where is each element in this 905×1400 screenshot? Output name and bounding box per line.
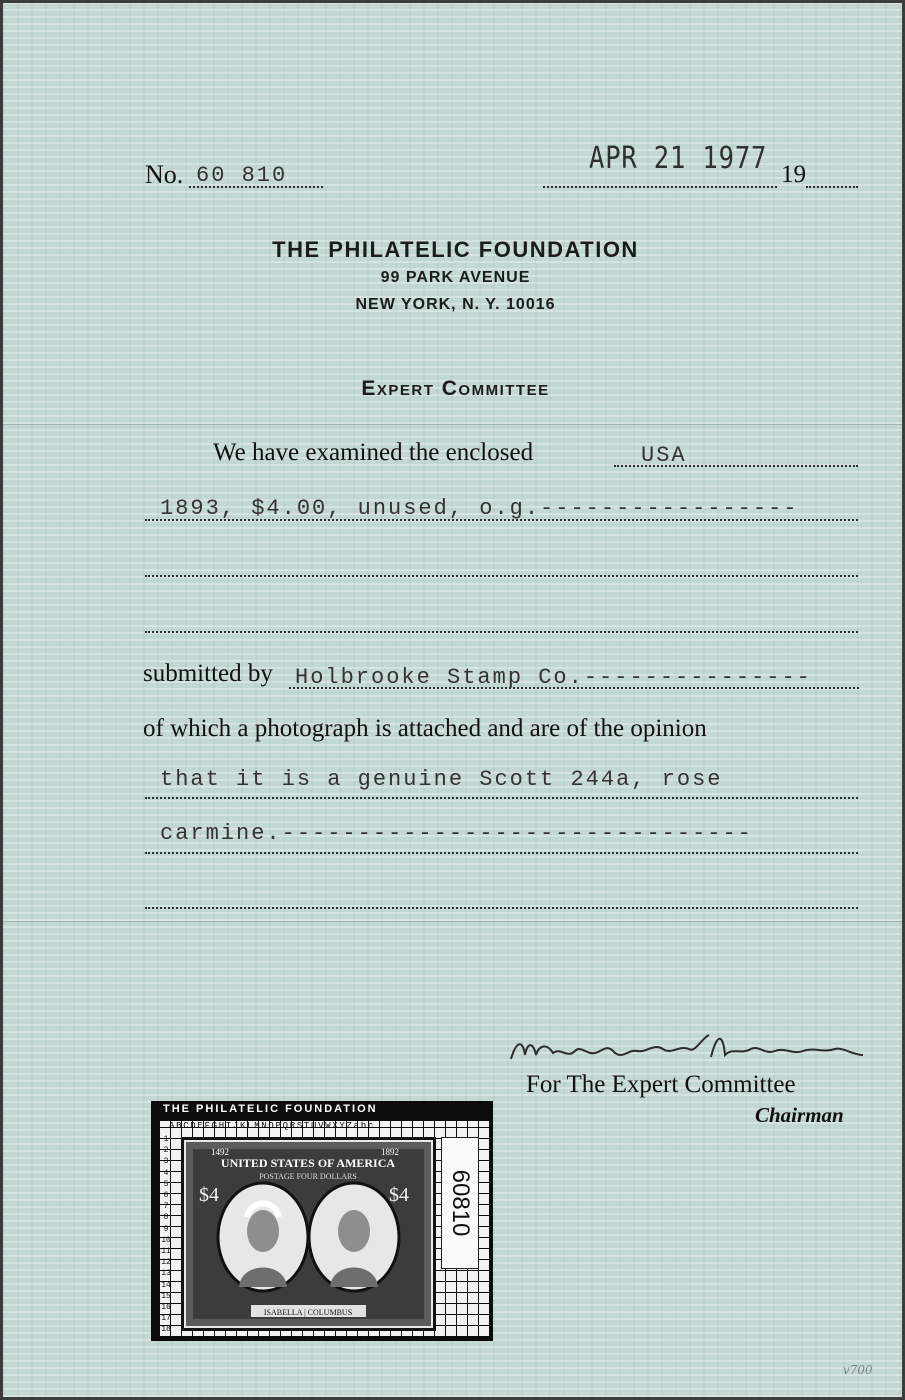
stamp-caption: ISABELLA | COLUMBUS bbox=[263, 1308, 353, 1317]
examined-label: We have examined the enclosed bbox=[213, 439, 534, 466]
grid-letters: ABCDEFGHIJKLMNOPQRSTUVWXYZabc bbox=[169, 1121, 375, 1131]
stamp-year-right: 1892 bbox=[381, 1147, 399, 1157]
grid-number: 13 bbox=[161, 1269, 171, 1279]
stamp-country: UNITED STATES OF AMERICA bbox=[220, 1156, 396, 1170]
stamp-postage: POSTAGE FOUR DOLLARS bbox=[259, 1172, 357, 1181]
grid-number: 14 bbox=[161, 1280, 171, 1290]
grid-number: 7 bbox=[163, 1202, 169, 1212]
for-committee-label: For The Expert Committee bbox=[526, 1071, 796, 1098]
chairman-signature bbox=[503, 1025, 868, 1073]
stamp-image bbox=[181, 1137, 436, 1331]
photo-number: 60810 bbox=[447, 1169, 474, 1237]
grid-number: 3 bbox=[163, 1157, 169, 1167]
stamp-year-left: 1492 bbox=[211, 1147, 229, 1157]
fold-line bbox=[3, 424, 905, 425]
grid-number: 16 bbox=[161, 1303, 171, 1313]
chairman-title: Chairman bbox=[755, 1103, 844, 1127]
date-underline bbox=[543, 186, 777, 188]
grid-number: 12 bbox=[161, 1258, 171, 1268]
submitted-value: Holbrooke Stamp Co.--------------- bbox=[295, 665, 812, 690]
submitted-label: submitted by bbox=[143, 660, 273, 687]
grid-number: 9 bbox=[163, 1224, 169, 1234]
date-stamp: APR 21 1977 bbox=[589, 141, 768, 176]
grid-numbers bbox=[160, 1134, 172, 1336]
fold-line bbox=[3, 921, 905, 922]
item-underline-2 bbox=[145, 575, 858, 577]
number-label: No. bbox=[145, 160, 184, 189]
opinion-underline-3 bbox=[145, 907, 858, 909]
grid-number: 8 bbox=[163, 1213, 169, 1223]
grid-number: 10 bbox=[161, 1235, 171, 1245]
corner-pencil-mark: v700 bbox=[843, 1363, 873, 1377]
photo-foundation-title: THE PHILATELIC FOUNDATION bbox=[163, 1103, 378, 1115]
opinion-underline-2 bbox=[145, 852, 858, 854]
photo-number-label bbox=[441, 1137, 479, 1269]
item-underline-3 bbox=[145, 631, 858, 633]
grid-number: 4 bbox=[163, 1168, 169, 1178]
opinion-underline-1 bbox=[145, 797, 858, 799]
item-line-1: 1893, $4.00, unused, o.g.----------------- bbox=[160, 496, 799, 521]
stamp-value-left: $4 bbox=[199, 1184, 219, 1206]
grid-number: 2 bbox=[163, 1146, 169, 1156]
foundation-address-line1: 99 PARK AVENUE bbox=[380, 269, 531, 286]
certificate-number: 60 810 bbox=[196, 163, 288, 188]
stamp-photograph bbox=[151, 1101, 493, 1341]
grid-number: 11 bbox=[161, 1247, 171, 1257]
stamp-value-right: $4 bbox=[389, 1184, 409, 1206]
grid-number: 1 bbox=[163, 1135, 169, 1144]
year-underline bbox=[806, 186, 858, 188]
foundation-name: THE PHILATELIC FOUNDATION bbox=[272, 237, 639, 262]
opinion-line-2: carmine.------------------------------- bbox=[160, 821, 753, 846]
grid-number: 6 bbox=[163, 1191, 169, 1201]
grid-number: 15 bbox=[161, 1291, 171, 1301]
committee-title: Expert Committee bbox=[361, 377, 550, 400]
foundation-address-line2: NEW YORK, N. Y. 10016 bbox=[355, 296, 556, 313]
grid-number: 5 bbox=[163, 1179, 169, 1189]
year-prefix: 19 bbox=[781, 161, 806, 188]
grid-number: 17 bbox=[161, 1314, 171, 1324]
opinion-text: of which a photograph is attached and are of the opinion bbox=[143, 715, 707, 742]
opinion-line-1: that it is a genuine Scott 244a, rose bbox=[160, 767, 723, 792]
grid-number: 18 bbox=[161, 1325, 171, 1335]
examined-value: USA bbox=[641, 443, 687, 468]
